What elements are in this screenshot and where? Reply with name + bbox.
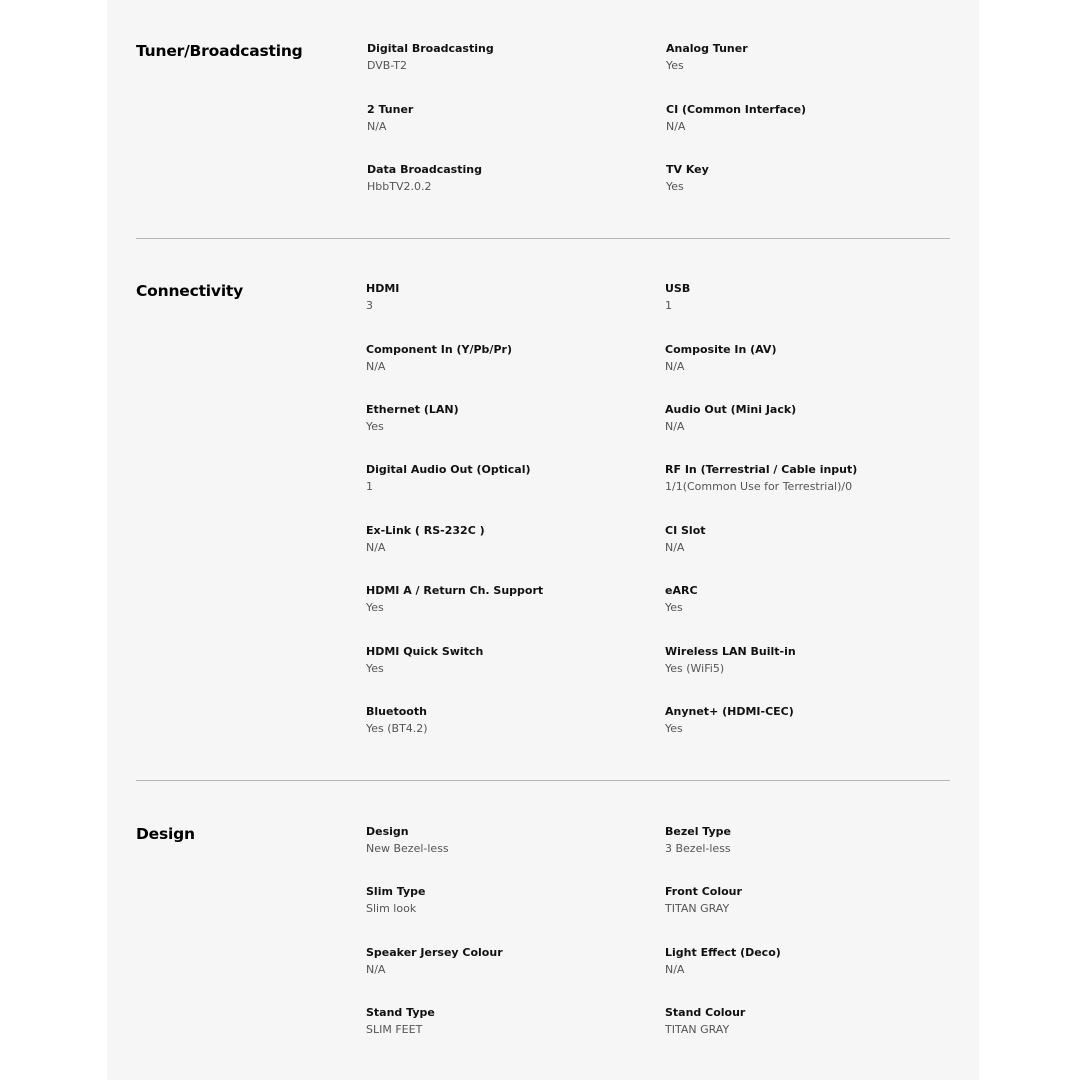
spec-value: Yes bbox=[666, 59, 684, 72]
spec-label: Front Colour bbox=[665, 885, 742, 898]
spec-value: N/A bbox=[665, 360, 685, 373]
spec-value: Yes bbox=[366, 420, 384, 433]
spec-value: 1 bbox=[366, 480, 373, 493]
section-title: Connectivity bbox=[136, 282, 244, 300]
spec-label: Stand Colour bbox=[665, 1006, 746, 1019]
spec-item bbox=[665, 282, 955, 312]
spec-value: N/A bbox=[366, 541, 386, 554]
spec-value: N/A bbox=[665, 963, 685, 976]
spec-item bbox=[666, 103, 956, 133]
spec-item bbox=[366, 1006, 656, 1036]
spec-value: N/A bbox=[665, 541, 685, 554]
spec-value: Yes bbox=[665, 722, 683, 735]
section-title: Tuner/Broadcasting bbox=[136, 42, 303, 60]
spec-value: 3 Bezel-less bbox=[665, 842, 731, 855]
spec-item bbox=[665, 1006, 955, 1036]
spec-label: HDMI Quick Switch bbox=[366, 645, 484, 658]
spec-item bbox=[366, 645, 656, 675]
spec-value: N/A bbox=[366, 963, 386, 976]
spec-value: 3 bbox=[366, 299, 373, 312]
spec-value: N/A bbox=[666, 120, 686, 133]
spec-value: Yes bbox=[666, 180, 684, 193]
spec-item bbox=[366, 463, 656, 493]
spec-value: HbbTV2.0.2 bbox=[367, 180, 432, 193]
spec-value: TITAN GRAY bbox=[665, 902, 730, 915]
section-title: Design bbox=[136, 825, 195, 843]
spec-value: Yes (WiFi5) bbox=[665, 662, 725, 675]
spec-item bbox=[366, 282, 656, 312]
spec-value: Yes bbox=[366, 601, 384, 614]
spec-item bbox=[665, 946, 955, 976]
spec-label: Data Broadcasting bbox=[367, 163, 482, 176]
spec-label: Design bbox=[366, 825, 409, 838]
spec-page bbox=[107, 0, 979, 1080]
spec-label: Anynet+ (HDMI-CEC) bbox=[665, 705, 794, 718]
spec-label: TV Key bbox=[666, 163, 709, 176]
spec-label: Composite In (AV) bbox=[665, 343, 777, 356]
spec-item bbox=[367, 163, 657, 193]
spec-label: Light Effect (Deco) bbox=[665, 946, 781, 959]
spec-item bbox=[665, 584, 955, 614]
spec-label: USB bbox=[665, 282, 691, 295]
spec-item bbox=[665, 825, 955, 855]
spec-value: 1/1(Common Use for Terrestrial)/0 bbox=[665, 480, 853, 493]
spec-label: Ex-Link ( RS-232C ) bbox=[366, 524, 485, 537]
spec-label: Audio Out (Mini Jack) bbox=[665, 403, 797, 416]
spec-value: New Bezel-less bbox=[366, 842, 449, 855]
spec-label: Digital Audio Out (Optical) bbox=[366, 463, 531, 476]
spec-item bbox=[366, 403, 656, 433]
spec-item bbox=[366, 705, 656, 735]
spec-value: TITAN GRAY bbox=[665, 1023, 730, 1036]
spec-item bbox=[665, 524, 955, 554]
spec-value: Slim look bbox=[366, 902, 417, 915]
spec-value: Yes bbox=[665, 601, 683, 614]
spec-value: 1 bbox=[665, 299, 672, 312]
spec-label: Bluetooth bbox=[366, 705, 427, 718]
spec-value: N/A bbox=[665, 420, 685, 433]
spec-label: eARC bbox=[665, 584, 698, 597]
spec-value: DVB-T2 bbox=[367, 59, 408, 72]
spec-item bbox=[665, 885, 955, 915]
spec-label: RF In (Terrestrial / Cable input) bbox=[665, 463, 858, 476]
spec-item bbox=[367, 103, 657, 133]
spec-value: N/A bbox=[366, 360, 386, 373]
spec-item bbox=[665, 645, 955, 675]
spec-value: Yes (BT4.2) bbox=[366, 722, 428, 735]
spec-label: HDMI bbox=[366, 282, 400, 295]
spec-value: Yes bbox=[366, 662, 384, 675]
spec-item bbox=[666, 163, 956, 193]
spec-item bbox=[666, 42, 956, 72]
spec-value: SLIM FEET bbox=[366, 1023, 423, 1036]
spec-label: Speaker Jersey Colour bbox=[366, 946, 503, 959]
spec-label: 2 Tuner bbox=[367, 103, 414, 116]
spec-item bbox=[366, 343, 656, 373]
spec-label: Component In (Y/Pb/Pr) bbox=[366, 343, 512, 356]
spec-label: Analog Tuner bbox=[666, 42, 748, 55]
spec-value: N/A bbox=[367, 120, 387, 133]
spec-item bbox=[366, 946, 656, 976]
spec-item bbox=[366, 524, 656, 554]
spec-item bbox=[366, 825, 656, 855]
spec-item bbox=[665, 403, 955, 433]
spec-label: HDMI A / Return Ch. Support bbox=[366, 584, 544, 597]
spec-label: Wireless LAN Built-in bbox=[665, 645, 796, 658]
spec-label: Digital Broadcasting bbox=[367, 42, 494, 55]
spec-label: Ethernet (LAN) bbox=[366, 403, 459, 416]
spec-label: CI Slot bbox=[665, 524, 706, 537]
spec-label: CI (Common Interface) bbox=[666, 103, 807, 116]
section-divider bbox=[136, 238, 950, 239]
spec-item bbox=[366, 885, 656, 915]
spec-item bbox=[665, 705, 955, 735]
spec-item bbox=[367, 42, 657, 72]
spec-label: Stand Type bbox=[366, 1006, 435, 1019]
spec-label: Bezel Type bbox=[665, 825, 732, 838]
spec-item bbox=[665, 343, 955, 373]
spec-label: Slim Type bbox=[366, 885, 426, 898]
spec-item bbox=[665, 463, 955, 493]
section-divider bbox=[136, 780, 950, 781]
spec-item bbox=[366, 584, 656, 614]
